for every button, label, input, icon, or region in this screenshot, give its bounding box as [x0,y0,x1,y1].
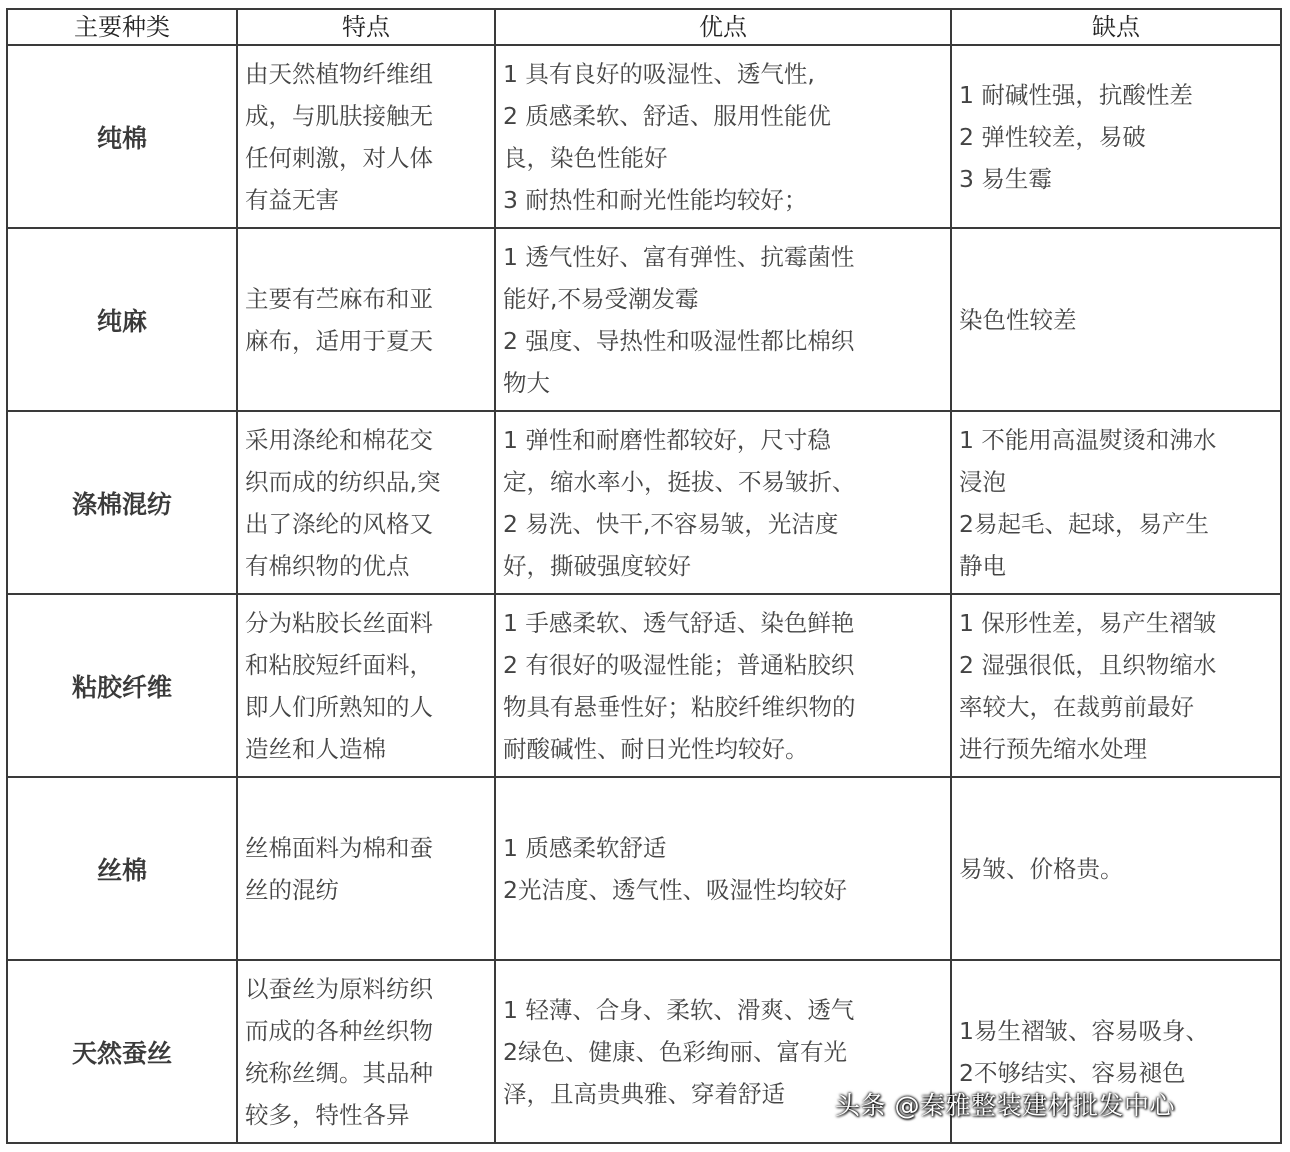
cell-text-line: 较多，特性各异 [245,1100,410,1129]
fabric-cons-cell [951,45,1281,228]
header-cons: 缺点 [951,9,1281,45]
cell-text-line: 1 轻薄、合身、柔软、滑爽、透气 [503,995,855,1024]
cell-text-line: 任何刺激，对人体 [245,143,433,172]
fabric-cons-cell [951,228,1281,411]
table-row [7,411,1281,594]
cell-text-line: 1易生褶皱、容易吸身、 [959,1016,1209,1045]
cell-text-line: 静电 [959,551,1006,580]
cell-text-line: 丝棉面料为棉和蚕 [245,833,433,862]
cell-text-line: 能好,不易受潮发霉 [503,284,699,313]
fabric-feature-cell [237,411,495,594]
table-body [7,45,1281,1143]
cell-text-line: 2不够结实、容易褪色 [959,1058,1186,1087]
cell-text-line: 染色性较差 [959,305,1077,334]
cell-text-line: 2 质感柔软、舒适、服用性能优 [503,101,831,130]
fabric-pros-cell [495,45,951,228]
fabric-feature-cell [237,594,495,777]
cell-text-line: 物大 [503,368,550,397]
cell-text-line: 2光洁度、透气性、吸湿性均较好 [503,875,847,904]
cell-text-line: 1 不能用高温熨烫和沸水 [959,425,1217,454]
cell-text-line: 3 耐热性和耐光性能均较好； [503,185,808,214]
header-row [7,9,1281,45]
watermark: 头条 @秦雅整装建材批发中心 [835,1091,1175,1120]
cell-text-line: 主要有苎麻布和亚 [245,284,433,313]
cell-text-line: 有棉织物的优点 [245,551,410,580]
cell-text-line: 1 保形性差，易产生褶皱 [959,608,1217,637]
cell-text-line: 进行预先缩水处理 [959,734,1147,763]
cell-text-line: 3 易生霉 [959,164,1052,193]
table-row [7,594,1281,777]
cell-text-line: 2 弹性较差，易破 [959,122,1146,151]
cell-text-line: 由天然植物纤维组 [245,59,433,88]
cell-text-line: 而成的各种丝织物 [245,1016,433,1045]
fabric-cons-cell [951,777,1281,960]
cell-text-line: 织而成的纺织品,突 [245,467,441,496]
fabric-type-cell: 天然蚕丝 [7,960,237,1143]
cell-text-line: 1 手感柔软、透气舒适、染色鲜艳 [503,608,855,637]
cell-text-line: 以蚕丝为原料纺织 [245,974,433,1003]
fabric-pros-cell [495,228,951,411]
cell-text-line: 分为粘胶长丝面料 [245,608,433,637]
cell-text-line: 2易起毛、起球，易产生 [959,509,1209,538]
cell-text-line: 耐酸碱性、耐日光性均较好。 [503,734,809,763]
header-type: 主要种类 [7,9,237,45]
header-pros: 优点 [495,9,951,45]
fabric-feature-cell [237,960,495,1143]
cell-text-line: 和粘胶短纤面料， [245,650,433,679]
cell-text-line: 1 质感柔软舒适 [503,833,667,862]
cell-text-line: 统称丝绸。其品种 [245,1058,433,1087]
cell-text-line: 浸泡 [959,467,1006,496]
table-row [7,45,1281,228]
fabric-pros-cell [495,777,951,960]
fabric-type-cell: 纯棉 [7,45,237,228]
cell-text-line: 采用涤纶和棉花交 [245,425,433,454]
fabric-comparison-table [6,8,1282,1144]
cell-text-line: 良，染色性能好 [503,143,668,172]
cell-text-line: 成，与肌肤接触无 [245,101,433,130]
cell-text-line: 1 耐碱性强，抗酸性差 [959,80,1193,109]
fabric-type-cell: 粘胶纤维 [7,594,237,777]
cell-text-line: 有益无害 [245,185,339,214]
fabric-feature-cell [237,228,495,411]
cell-text-line: 麻布，适用于夏天 [245,326,433,355]
table-row [7,777,1281,960]
cell-text-line: 2 易洗、快干,不容易皱，光洁度 [503,509,839,538]
fabric-pros-cell [495,411,951,594]
header-feature: 特点 [237,9,495,45]
cell-text-line: 率较大，在裁剪前最好 [959,692,1194,721]
cell-text-line: 2 强度、导热性和吸湿性都比棉织 [503,326,855,355]
fabric-cons-cell [951,411,1281,594]
cell-text-line: 2绿色、健康、色彩绚丽、富有光 [503,1037,847,1066]
fabric-feature-cell [237,45,495,228]
fabric-cons-cell [951,594,1281,777]
fabric-type-cell: 丝棉 [7,777,237,960]
cell-text-line: 2 有很好的吸湿性能；普通粘胶织 [503,650,855,679]
cell-text-line: 即人们所熟知的人 [245,692,433,721]
table-row [7,228,1281,411]
cell-text-line: 易皱、价格贵。 [959,854,1124,883]
fabric-pros-cell [495,594,951,777]
cell-text-line: 泽，且高贵典雅、穿着舒适 [503,1079,785,1108]
cell-text-line: 物具有悬垂性好；粘胶纤维织物的 [503,692,856,721]
fabric-type-cell: 纯麻 [7,228,237,411]
cell-text-line: 2 湿强很低，且织物缩水 [959,650,1217,679]
cell-text-line: 造丝和人造棉 [245,734,386,763]
cell-text-line: 丝的混纺 [245,875,339,904]
cell-text-line: 好，撕破强度较好 [503,551,691,580]
cell-text-line: 定，缩水率小，挺拔、不易皱折、 [503,467,856,496]
cell-text-line: 1 弹性和耐磨性都较好，尺寸稳 [503,425,831,454]
cell-text-line: 1 具有良好的吸湿性、透气性, [503,59,815,88]
cell-text-line: 出了涤纶的风格又 [245,509,433,538]
cell-text-line: 1 透气性好、富有弹性、抗霉菌性 [503,242,855,271]
fabric-feature-cell [237,777,495,960]
fabric-type-cell: 涤棉混纺 [7,411,237,594]
